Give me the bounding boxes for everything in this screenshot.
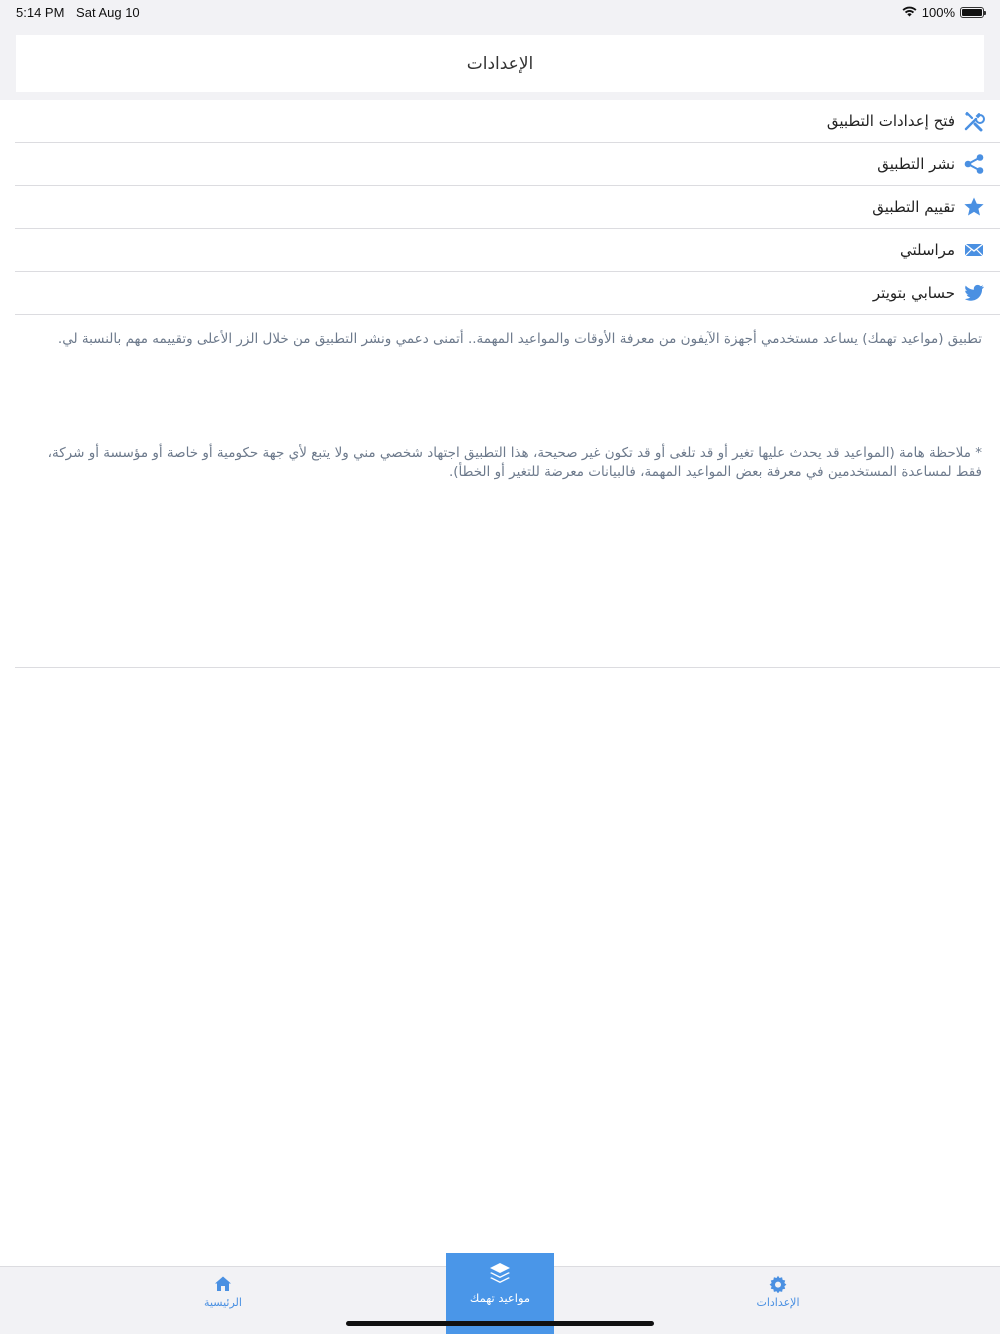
disclaimer-note: * ملاحظة هامة (المواعيد قد يحدث عليها تغير أو قد تلغى أو قد تكون غير صحيحة، هذا التطبيق اجتهاد شخصي مني ولا يتبع لأي جهة حكومية أو خاصة أو مؤسسة أو شركة، فقط لمساعدة المستخدمين في معرفة بعض المواعيد المهمة، فالبيانات معرضة للتغير أو الخطأ). [47,445,982,480]
status-time: 5:14 PM [16,5,65,20]
mail-icon [963,239,985,261]
status-bar [0,0,1000,24]
settings-item-twitter[interactable] [15,272,1000,315]
tab-center-label: مواعيد تهمك [469,1291,531,1305]
header [16,35,984,92]
tab-settings[interactable] [718,1273,838,1309]
layers-icon [446,1261,554,1289]
tools-icon [963,110,985,132]
settings-item-label: فتح إعدادات التطبيق [826,112,955,130]
settings-item-label: نشر التطبيق [877,155,955,173]
star-icon [963,196,985,218]
battery-icon [960,7,984,18]
battery-percent: 100% [921,5,955,20]
tab-home[interactable] [163,1273,283,1309]
page-title: الإعدادات [466,53,534,74]
share-icon [963,153,985,175]
divider [15,667,1000,668]
settings-item-label: حسابي بتويتر [872,284,955,302]
home-icon [163,1273,283,1295]
home-indicator [346,1321,654,1326]
settings-item-label: مراسلتي [899,241,955,259]
gear-icon [718,1273,838,1295]
twitter-icon [963,282,985,304]
wifi-icon [902,5,917,20]
settings-item-contact[interactable] [15,229,1000,272]
app-description: تطبيق (مواعيد تهمك) يساعد مستخدمي أجهزة الآيفون من معرفة الأوقات والمواعيد المهمة.. أتمنى دعمي ونشر التطبيق من خلال الزر الأعلى وتقييمه مهم بالنسبة لي. [57,331,982,347]
tab-home-label: الرئيسية [204,1296,242,1309]
settings-list [15,100,1000,315]
tab-settings-label: الإعدادات [756,1296,800,1309]
settings-item-share-app[interactable] [15,143,1000,186]
settings-item-label: تقييم التطبيق [872,198,955,216]
status-date: Sat Aug 10 [76,5,140,20]
settings-item-open-settings[interactable] [15,100,1000,143]
settings-item-rate-app[interactable] [15,186,1000,229]
